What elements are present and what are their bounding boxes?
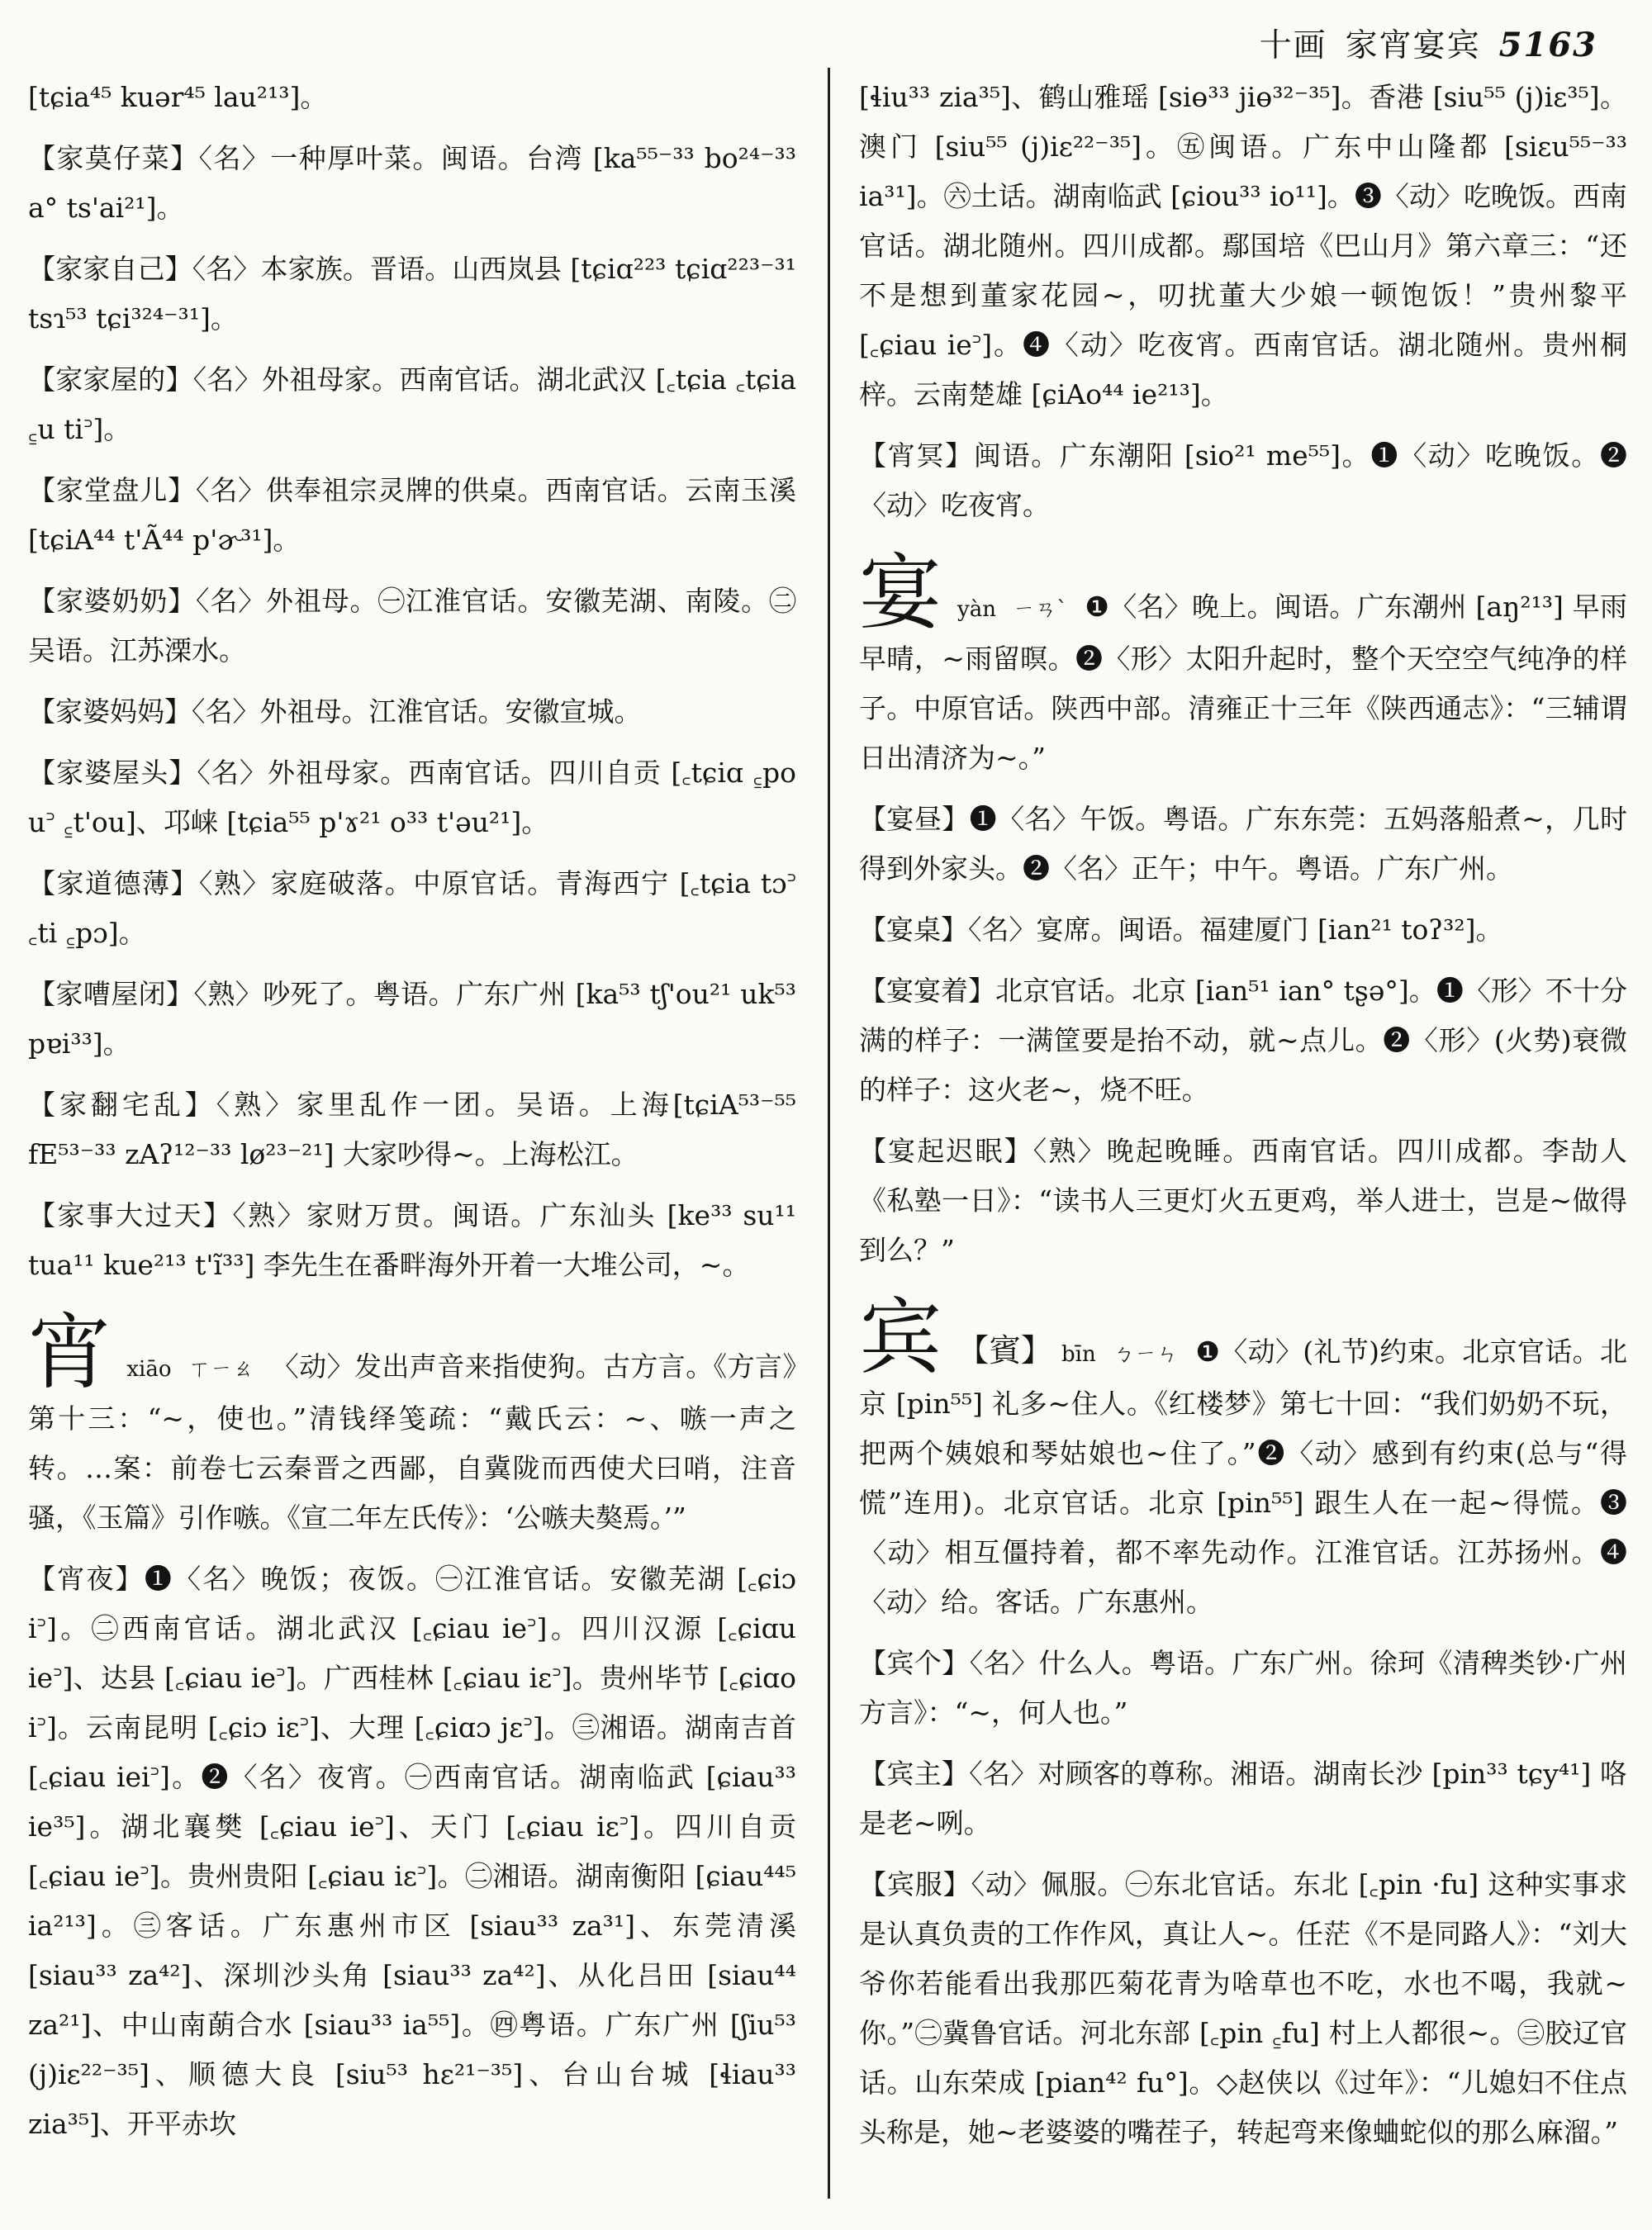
page-number: 5163 xyxy=(1498,26,1597,64)
entry-jia-po-ma-ma: 【家婆妈妈】〈名〉外祖母。江淮官话。安徽宣城。 xyxy=(28,695,642,728)
headword-zhuyin: ㄒㄧㄠ xyxy=(188,1357,254,1382)
entry-jia-dao-de-bo: 【家道德薄】〈熟〉家庭破落。中原官话。青海西宁 [꜀tɕia tɔ꜄ ꜀ti ꜁pɔ]。 xyxy=(28,867,796,949)
headword-pinyin: xiāo xyxy=(126,1357,172,1382)
right-column xyxy=(859,73,1627,2169)
entry-jia-jia-wu-de: 【家家屋的】〈名〉外祖母家。西南官话。湖北武汉 [꜀tɕia ꜀tɕia ꜁u ti꜄]。 xyxy=(28,363,796,445)
headword-zhuyin: ㄧㄢˋ xyxy=(1013,597,1068,622)
column-divider xyxy=(828,68,830,2199)
entry-yan-zhou: 【宴昼】❶〈名〉午饭。粤语。广东东莞：五妈落船煮~，几时得到外家头。❷〈名〉正午；中午。粤语。广东广州。 xyxy=(859,803,1627,885)
running-head xyxy=(1260,20,1597,66)
headword-pinyin: yàn xyxy=(957,597,996,622)
entry-yan-yan-zhe: 【宴宴着】北京官话。北京 [ian⁵¹ ian° tʂə°]。❶〈形〉不十分满的样子：一满筐要是抬不动，就~点儿。❷〈形〉(火势)衰微的样子：这火老~，烧不旺。 xyxy=(859,975,1627,1106)
entry-yan-qi-chi-mian: 【宴起迟眠】〈熟〉晚起晚睡。西南官话。四川成都。李劼人《私塾一日》：“读书人三更灯火五更鸡，举人进士，岂是~做得到么？” xyxy=(859,1135,1627,1266)
entry-jia-shi-da-guo-tian: 【家事大过天】〈熟〉家财万贯。闽语。广东汕头 [ke³³ su¹¹ tua¹¹ kue²¹³ t'ĩ³³] 李先生在番畔海外开着一大堆公司，~。 xyxy=(28,1199,796,1281)
headword-entry-yan xyxy=(859,544,1627,783)
entry-xiao-ming: 【宵冥】闽语。广东潮阳 [sio²¹ me⁵⁵]。❶〈动〉吃晚饭。❷〈动〉吃夜宵。 xyxy=(859,439,1627,521)
entry-jia-jia-zi-ji: 【家家自己】〈名〉本家族。晋语。山西岚县 [tɕiɑ²²³ tɕiɑ²²³⁻³¹ tsɿ⁵³ tɕi³²⁴⁻³¹]。 xyxy=(28,253,796,334)
entry-jia-fan-zhai-luan: 【家翻宅乱】〈熟〉家里乱作一团。吴语。上海[tɕiA⁵³⁻⁵⁵ fE⁵³⁻³³ zAʔ¹²⁻³³ lø²³⁻²¹] 大家吵得~。上海松江。 xyxy=(28,1089,796,1170)
headword-definition: ❶〈名〉晚上。闽语。广东潮州 [aŋ²¹³] 早雨早晴，~雨留暝。❷〈形〉太阳升起时，整个天空空气纯净的样子。中原官话。陕西中部。清雍正十三年《陕西通志》：“三辅谓日出清济为~。” xyxy=(859,591,1627,774)
headword-variant: 【賓】 xyxy=(957,1332,1053,1369)
headword-char: 宵 xyxy=(28,1304,112,1401)
entry-continuation: [tɕia⁴⁵ kuər⁴⁵ lau²¹³]。 xyxy=(28,81,328,113)
entry-xiao-ye: 【宵夜】❶〈名〉晚饭；夜饭。㊀江淮官话。安徽芜湖 [꜀ɕiɔ i꜄]。㊁西南官话。湖北武汉 [꜀ɕiau ie꜄]。四川汉源 [꜀ɕiɑu ie꜄]、达县 [꜀ɕiau ie꜄]。广西桂林 [꜀ɕiau iɛ꜄]。贵州毕节 [꜀ɕiɑo i꜄]。云南昆明 [꜀ɕiɔ iɛ꜄]、大理 [꜀ɕiɑɔ jɛ꜄]。㊂湘语。湖南吉首 [꜀ɕiau iei꜄]。❷〈名〉夜宵。㊀西南官话。湖南临武 [ɕiau³³ ie³⁵]。湖北襄樊 [꜀ɕiau ie꜄]、天门 [꜀ɕiau iɛ꜄]。四川自贡 [꜀ɕiau ie꜄]。贵州贵阳 [꜀ɕiau iɛ꜄]。㊁湘语。湖南衡阳 [ɕiau⁴⁴⁵ ia²¹³]。㊂客话。广东惠州市区 [siau³³ za³¹]、东莞清溪 [siau³³ za⁴²]、深圳沙头角 [siau³³ za⁴²]、从化吕田 [siau⁴⁴ za²¹]、中山南蓢合水 [siau³³ ia⁵⁵]。㊃粤语。广东广州 [ʃiu⁵³ (j)iɛ²²⁻³⁵]、顺德大良 [siu⁵³ hɛ²¹⁻³⁵]、台山台城 [ɬiau³³ zia³⁵]、开平赤坎 xyxy=(28,1563,796,2140)
headword-entry-xiao xyxy=(28,1304,796,1543)
entry-jia-po-nai-nai: 【家婆奶奶】〈名〉外祖母。㊀江淮官话。安徽芜湖、南陵。㊁吴语。江苏溧水。 xyxy=(28,585,796,667)
entry-jia-po-wu-tou: 【家婆屋头】〈名〉外祖母家。西南官话。四川自贡 [꜀tɕiɑ ꜁po u꜄ ꜁t'ou]、邛崃 [tɕia⁵⁵ p'ɤ²¹ o³³ t'əu²¹]。 xyxy=(28,757,796,838)
headword-char: 宴 xyxy=(859,544,942,641)
headword-pinyin: bīn xyxy=(1061,1342,1096,1367)
headword-char: 宾 xyxy=(859,1289,942,1386)
section-label: 十画 xyxy=(1259,27,1327,64)
headword-definition: ❶〈动〉(礼节)约束。北京官话。北京 [pin⁵⁵] 礼多~住人。《红楼梦》第七十回：“我们奶奶不玩，把两个姨娘和琴姑娘也~住了。”❷〈动〉感到有约束(总与“得慌”连用)。北京官话。北京 [pin⁵⁵] 跟生人在一起~得慌。❸〈动〉相互僵持着，都不率先动作。江淮官话。江苏扬州。❹〈动〉给。客话。广东惠州。 xyxy=(859,1336,1627,1618)
entry-bin-zhu: 【宾主】〈名〉对顾客的尊称。湘语。湖南长沙 [pin³³ tɕy⁴¹] 咯是老~咧。 xyxy=(859,1758,1627,1839)
entry-bin-fu: 【宾服】〈动〉佩服。㊀东北官话。东北 [꜀pin ·fu] 这种实事求是认真负责的工作作风，真让人~。任茫《不是同路人》：“刘大爷你若能看出我那匹菊花青为啥草也不吃，水也不喝，我就~你。”㊁冀鲁官话。河北东部 [꜀pin ꜁fu] 村上人都很~。㊂胶辽官话。山东荣成 [pian⁴² fu°]。◇赵侠以《过年》：“儿媳妇不住点头称是，她~老婆婆的嘴茬子，转起弯来像蛐蛇似的那么麻溜。” xyxy=(859,1868,1627,2148)
page-headword-range: 家宵宴宾 xyxy=(1345,27,1481,64)
entry-yan-zhuo: 【宴桌】〈名〉宴席。闽语。福建厦门 [ian²¹ toʔ³²]。 xyxy=(859,913,1503,946)
headword-entry-bin xyxy=(859,1289,1627,1627)
entry-jia-cao-wu-bi: 【家嘈屋闭】〈熟〉吵死了。粤语。广东广州 [ka⁵³ tʃ'ou²¹ uk⁵³ pɐi³³]。 xyxy=(28,978,796,1060)
entry-jia-mo-zai-cai: 【家莫仔菜】〈名〉一种厚叶菜。闽语。台湾 [ka⁵⁵⁻³³ bo²⁴⁻³³ a° ts'ai²¹]。 xyxy=(28,142,796,224)
entry-jia-tang-pan-er: 【家堂盘儿】〈名〉供奉祖宗灵牌的供桌。西南官话。云南玉溪 [tɕiA⁴⁴ t'Ã⁴⁴ p'ɚ³¹]。 xyxy=(28,474,796,556)
headword-zhuyin: ㄅㄧㄣ xyxy=(1113,1342,1179,1367)
entry-bin-ge: 【宾个】〈名〉什么人。粤语。广东广州。徐珂《清稗类钞·广州方言》：“~，何人也。” xyxy=(859,1647,1627,1729)
headword-definition: 〈动〉发出声音来指使狗。古方言。《方言》第十三：“~，使也。”清钱绎笺疏：“戴氏云：~、嗾一声之转。…案：前卷七云秦晋之西鄙，自冀陇而西使犬曰哨，注音骚，《玉篇》引作嗾。《宣二年左氏传》：‘公嗾夫獒焉。’” xyxy=(28,1350,796,1534)
left-column xyxy=(28,73,796,2161)
entry-xiao-ye-continued: [ɬiu³³ zia³⁵]、鹤山雅瑶 [siɵ³³ jiɵ³²⁻³⁵]。香港 [siu⁵⁵ (j)iɛ³⁵]。澳门 [siu⁵⁵ (j)iɛ²²⁻³⁵]。㊄闽语。广东中山隆都 [siɛu⁵⁵⁻³³ ia³¹]。㊅土话。湖南临武 [ɕiou³³ io¹¹]。❸〈动〉吃晚饭。西南官话。湖北随州。四川成都。鄢国培《巴山月》第六章三：“还不是想到董家花园~，叨扰董大少娘一顿饱饭！”贵州黎平 [꜀ɕiau ie꜄]。❹〈动〉吃夜宵。西南官话。湖北随州。贵州桐梓。云南楚雄 [ɕiAo⁴⁴ ie²¹³]。 xyxy=(859,81,1627,410)
